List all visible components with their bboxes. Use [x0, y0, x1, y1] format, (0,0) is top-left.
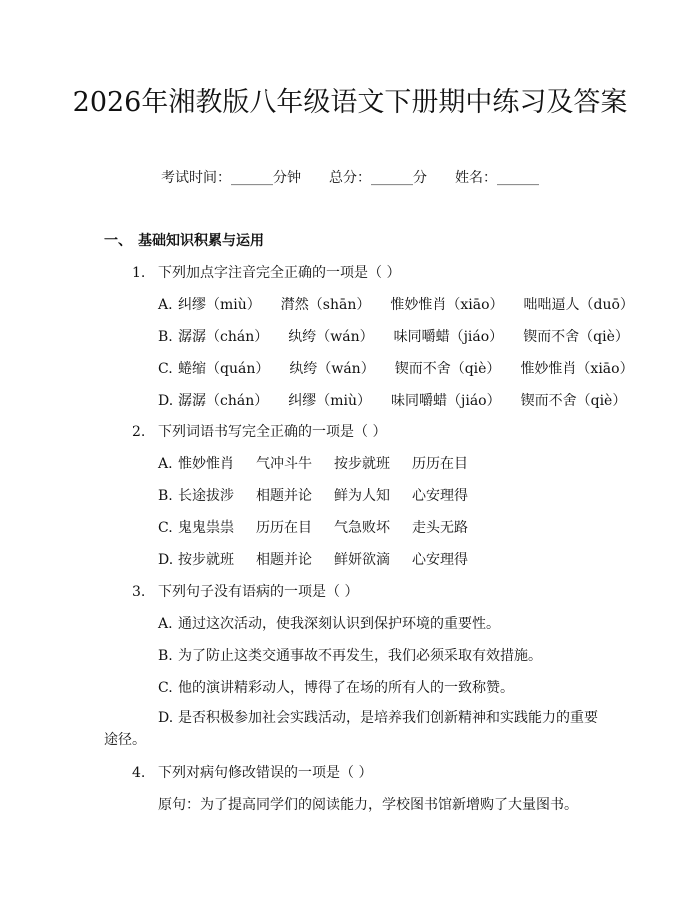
option-word: 纠缪（miù）: [288, 393, 372, 409]
option-word: 锲而不舍（qiè）: [394, 361, 501, 377]
option-letter: A.: [158, 616, 173, 632]
option-text: 通过这次活动，使我深刻认识到保护环境的重要性。: [178, 616, 500, 632]
exam-meta: [0, 167, 700, 187]
option-letter: B.: [158, 648, 173, 664]
question-text: 下列词语书写完全正确的一项是（ ）: [158, 424, 387, 440]
question-3: [132, 581, 358, 601]
exam-score: 总分：______分: [329, 170, 427, 186]
q2-option-d: [158, 549, 490, 569]
question-number: 1.: [132, 265, 146, 281]
section-number: 一、: [104, 233, 132, 249]
option-word: 纨绔（wán）: [289, 361, 375, 377]
question-1: [132, 262, 400, 282]
q1-option-c: [158, 358, 654, 378]
option-letter: D.: [158, 393, 174, 409]
option-word: 心安理得: [412, 552, 468, 568]
option-word: 历历在目: [412, 456, 468, 472]
question-text: 下列对病句修改错误的一项是（ ）: [158, 765, 373, 781]
option-letter: C.: [158, 680, 173, 696]
option-word: 锲而不舍（qiè）: [523, 329, 629, 345]
section-title: 基础知识积累与运用: [138, 233, 264, 249]
q1-option-a: [158, 294, 654, 314]
option-word: 潺潺（chán）: [178, 393, 269, 409]
question-number: 2.: [132, 424, 146, 440]
option-text: 为了防止这类交通事故不再发生，我们必须采取有效措施。: [178, 648, 542, 664]
q3-option-a: [158, 613, 500, 633]
option-letter: D.: [158, 552, 174, 568]
q1-option-b: [158, 326, 649, 346]
option-word: 咄咄逼人（duō）: [523, 297, 634, 313]
option-word: 味同嚼蜡（jiáo）: [393, 329, 504, 345]
page-title: 2026年湘教版八年级语文下册期中练习及答案: [72, 87, 628, 118]
option-letter: C.: [158, 361, 173, 377]
option-word: 鲜妍欲滴: [334, 552, 390, 568]
option-word: 蜷缩（quán）: [178, 361, 270, 377]
option-word: 相题并论: [256, 488, 312, 504]
q2-option-b: [158, 485, 490, 505]
option-word: 惟妙惟肖: [178, 456, 234, 472]
option-text: 是否积极参加社会实践活动，是培养我们创新精神和实践能力的重要途径。: [104, 710, 598, 748]
option-word: 按步就班: [178, 552, 234, 568]
q2-option-c: [158, 517, 490, 537]
option-letter: A.: [158, 297, 173, 313]
q3-option-d: [104, 707, 604, 751]
option-word: 惟妙惟肖（xiāo）: [520, 361, 634, 377]
option-word: 历历在目: [256, 520, 312, 536]
option-word: 按步就班: [334, 456, 390, 472]
option-word: 纠缪（miù）: [178, 297, 261, 313]
question-4: [132, 762, 372, 782]
option-word: 心安理得: [412, 488, 468, 504]
q3-option-b: [158, 645, 542, 665]
question-text: 下列加点字注音完全正确的一项是（ ）: [158, 265, 401, 281]
option-word: 气冲斗牛: [256, 456, 312, 472]
option-word: 锲而不舍（qiè）: [520, 393, 627, 409]
option-word: 走头无路: [412, 520, 468, 536]
option-letter: C.: [158, 520, 173, 536]
option-text: 他的演讲精彩动人，博得了在场的所有人的一致称赞。: [178, 680, 514, 696]
q3-option-c: [158, 677, 514, 697]
option-word: 潺潺（chán）: [178, 329, 269, 345]
exam-time: 考试时间：______分钟: [161, 170, 301, 186]
option-word: 味同嚼蜡（jiáo）: [391, 393, 501, 409]
option-word: 相题并论: [256, 552, 312, 568]
q1-option-d: [158, 390, 646, 410]
question-2: [132, 421, 386, 441]
option-word: 潸然（shān）: [280, 297, 371, 313]
option-word: 长途拔涉: [178, 488, 234, 504]
option-word: 鲜为人知: [334, 488, 390, 504]
q4-original-sentence: 原句：为了提高同学们的阅读能力，学校图书馆新增购了大量图书。: [158, 797, 578, 813]
q2-option-a: [158, 453, 490, 473]
question-text: 下列句子没有语病的一项是（ ）: [158, 584, 359, 600]
option-word: 惟妙惟肖（xiāo）: [390, 297, 504, 313]
question-number: 4.: [132, 765, 146, 781]
option-word: 鬼鬼祟祟: [178, 520, 234, 536]
option-letter: A.: [158, 456, 173, 472]
option-letter: B.: [158, 488, 173, 504]
option-word: 气急败坏: [334, 520, 390, 536]
option-word: 纨绔（wán）: [288, 329, 374, 345]
question-number: 3.: [132, 584, 146, 600]
option-letter: D.: [158, 710, 174, 726]
student-name: 姓名：______: [455, 170, 539, 186]
option-letter: B.: [158, 329, 173, 345]
section-heading: [104, 230, 264, 250]
